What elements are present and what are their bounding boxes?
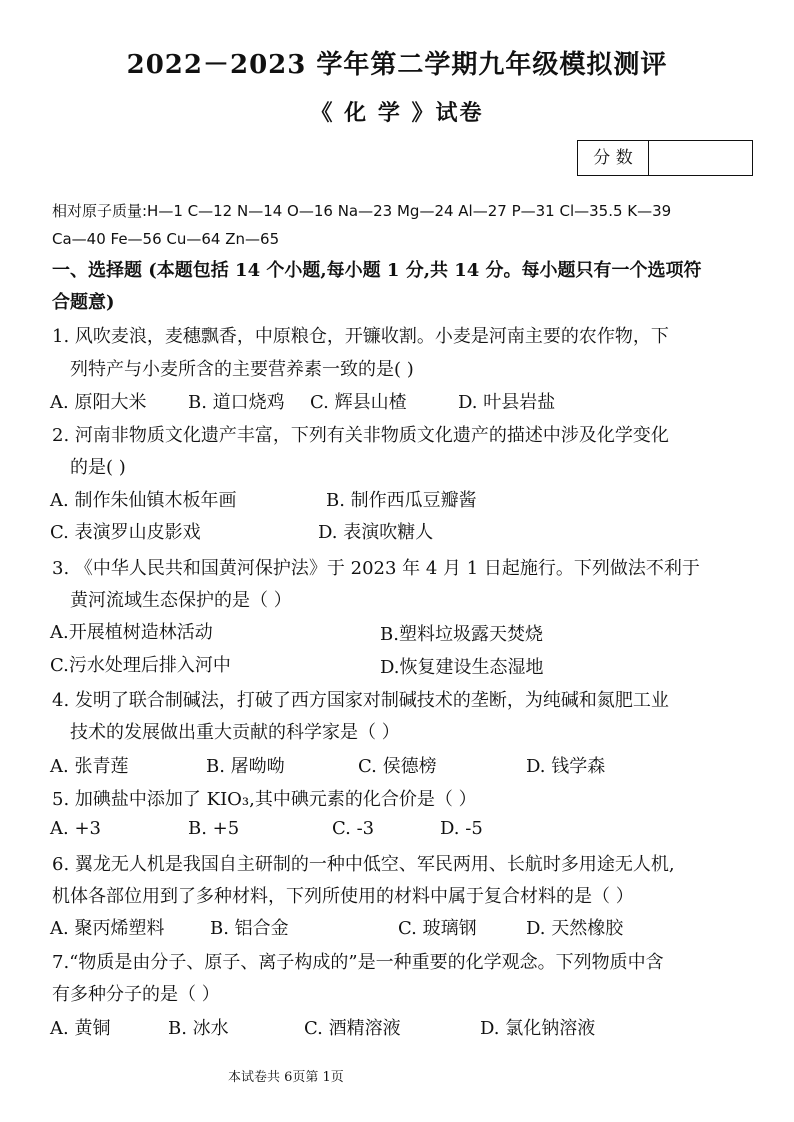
question-7-stem: 7.“物质是由分子、原子、离子构成的”是一种重要的化学观念。下列物质中含 <box>52 952 664 973</box>
score-value-cell <box>649 141 752 175</box>
question-4-option-c[interactable]: C. 侯德榜 <box>358 756 437 777</box>
page-footer: 本试卷共 6页第 1页 <box>228 1070 344 1085</box>
score-box <box>577 140 753 176</box>
question-3-option-c[interactable]: C.污水处理后排入河中 <box>50 655 231 676</box>
question-6-option-a[interactable]: A. 聚丙烯塑料 <box>50 918 165 939</box>
section-heading-cont: 合题意) <box>52 292 115 313</box>
question-7-option-a[interactable]: A. 黄铜 <box>50 1018 111 1039</box>
exam-title: 2022－2023 学年第二学期九年级模拟测评 <box>126 50 668 80</box>
question-5-option-b[interactable]: B. +5 <box>188 818 240 839</box>
exam-subtitle: 《 化 学 》试卷 <box>310 100 484 126</box>
question-4-stem-cont: 技术的发展做出重大贡献的科学家是（ ） <box>70 722 400 743</box>
question-2-option-c[interactable]: C. 表演罗山皮影戏 <box>50 522 201 543</box>
question-3-stem-cont: 黄河流域生态保护的是（ ） <box>70 590 292 611</box>
question-2-option-a[interactable]: A. 制作朱仙镇木板年画 <box>50 490 237 511</box>
question-3-stem: 3. 《中华人民共和国黄河保护法》于 2023 年 4 月 1 日起施行。下列做法不利于 <box>52 558 700 579</box>
atomic-mass-line-2: Ca—40 Fe—56 Cu—64 Zn—65 <box>52 230 280 248</box>
question-4-option-d[interactable]: D. 钱学森 <box>526 756 606 777</box>
question-1-stem: 1. 风吹麦浪，麦穗飘香，中原粮仓，开镰收割。小麦是河南主要的农作物，下 <box>52 326 669 347</box>
question-3-option-b[interactable]: B.塑料垃圾露天焚烧 <box>380 624 543 645</box>
question-7-option-b[interactable]: B. 冰水 <box>168 1018 229 1039</box>
question-5-option-c[interactable]: C. -3 <box>332 818 375 839</box>
question-1-option-d[interactable]: D. 叶县岩盐 <box>458 392 556 413</box>
question-2-stem: 2. 河南非物质文化遗产丰富，下列有关非物质文化遗产的描述中涉及化学变化 <box>52 425 669 446</box>
question-7-option-d[interactable]: D. 氯化钠溶液 <box>480 1018 596 1039</box>
question-5-option-a[interactable]: A. +3 <box>50 818 101 839</box>
question-6-option-c[interactable]: C. 玻璃钢 <box>398 918 477 939</box>
question-6-option-d[interactable]: D. 天然橡胶 <box>526 918 624 939</box>
question-3-option-d[interactable]: D.恢复建设生态湿地 <box>380 657 544 678</box>
question-6-stem: 6. 翼龙无人机是我国自主研制的一种中低空、军民两用、长航时多用途无人机, <box>52 854 675 875</box>
question-2-option-d[interactable]: D. 表演吹糖人 <box>318 522 434 543</box>
question-5-option-d[interactable]: D. -5 <box>440 818 483 839</box>
question-7-stem-cont: 有多种分子的是（ ） <box>52 984 220 1005</box>
question-1-option-c[interactable]: C. 辉县山楂 <box>310 392 407 413</box>
question-4-option-b[interactable]: B. 屠呦呦 <box>206 756 285 777</box>
question-5-stem: 5. 加碘盐中添加了 KIO₃,其中碘元素的化合价是（ ） <box>52 789 477 810</box>
question-7-option-c[interactable]: C. 酒精溶液 <box>304 1018 401 1039</box>
question-2-option-b[interactable]: B. 制作西瓜豆瓣酱 <box>326 490 477 511</box>
question-1-option-b[interactable]: B. 道口烧鸡 <box>188 392 285 413</box>
question-6-stem-cont: 机体各部位用到了多种材料，下列所使用的材料中属于复合材料的是（ ） <box>52 886 634 907</box>
question-4-stem: 4. 发明了联合制碱法，打破了西方国家对制碱技术的垄断，为纯碱和氮肥工业 <box>52 690 669 711</box>
question-3-option-a[interactable]: A.开展植树造林活动 <box>50 622 213 643</box>
question-6-option-b[interactable]: B. 铝合金 <box>210 918 289 939</box>
question-2-stem-cont: 的是( ) <box>70 457 126 478</box>
question-1-stem-cont: 列特产与小麦所含的主要营养素一致的是( ) <box>70 359 414 380</box>
atomic-mass-line-1: 相对原子质量:H—1 C—12 N—14 O—16 Na—23 Mg—24 Al—27 P—31 Cl—35.5 K—39 <box>52 202 672 220</box>
question-4-option-a[interactable]: A. 张青莲 <box>50 756 129 777</box>
score-label: 分 数 <box>578 141 649 175</box>
section-heading: 一、选择题 (本题包括 14 个小题,每小题 1 分,共 14 分。每小题只有一个选项符 <box>52 260 702 281</box>
question-1-option-a[interactable]: A. 原阳大米 <box>50 392 147 413</box>
